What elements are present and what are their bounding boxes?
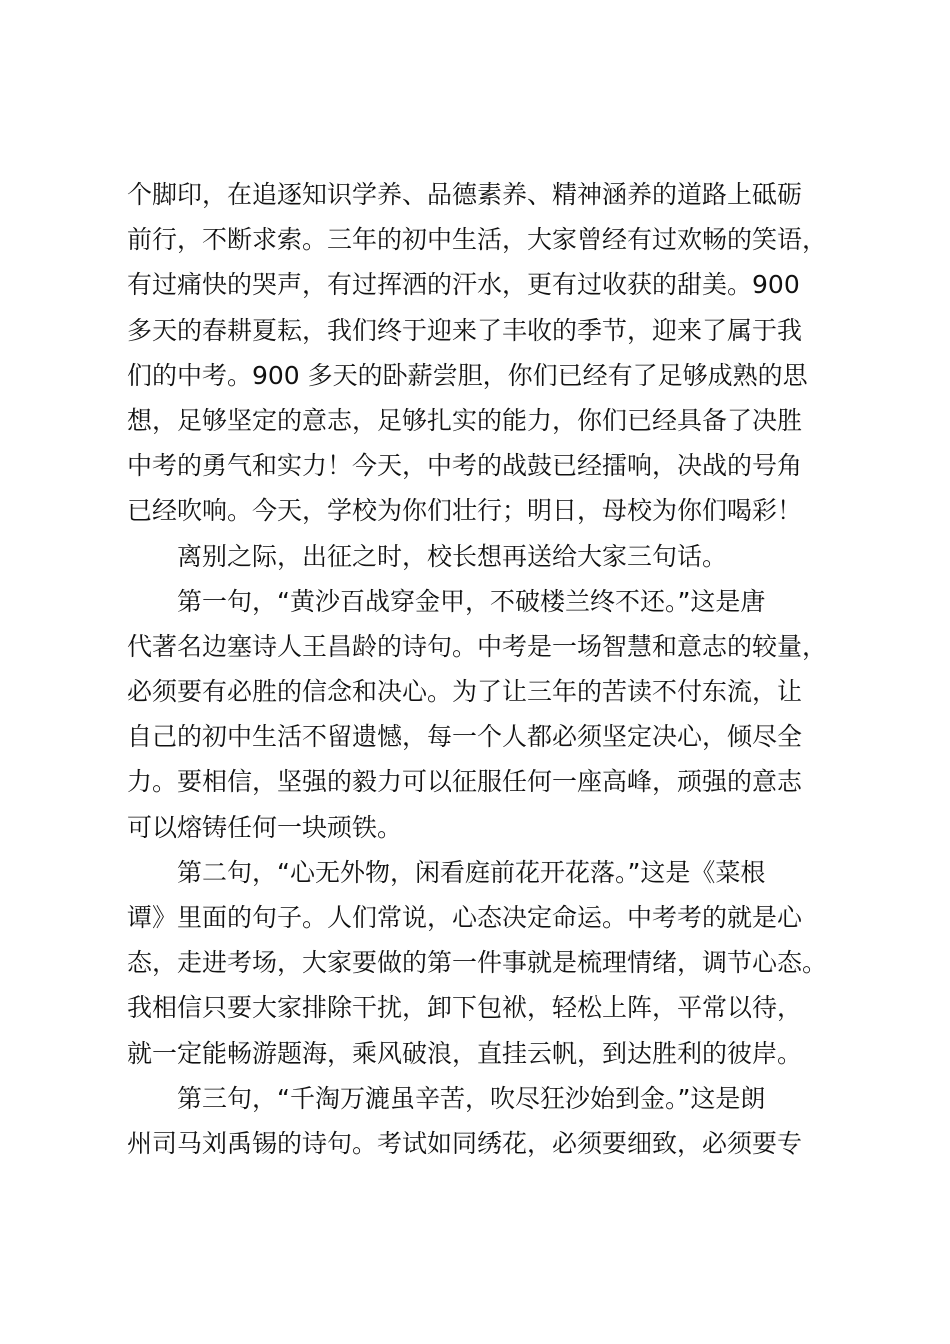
text-line: 必须要有必胜的信念和决心。为了让三年的苦读不付东流，让 xyxy=(127,677,803,707)
text-line: 力。要相信，坚强的毅力可以征服任何一座高峰，顽强的意志 xyxy=(127,767,803,797)
text-line: 想，足够坚定的意志，足够扎实的能力，你们已经具备了决胜 xyxy=(127,405,803,435)
text-line: 自己的初中生活不留遗憾，每一个人都必须坚定决心，倾尽全 xyxy=(127,722,803,752)
text-line: 就一定能畅游题海，乘风破浪，直挂云帆，到达胜利的彼岸。 xyxy=(127,1038,803,1068)
text-line: 中考的勇气和实力！今天，中考的战鼓已经擂响，决战的号角 xyxy=(127,451,803,481)
text-line: 个脚印，在追逐知识学养、品德素养、精神涵养的道路上砥砺 xyxy=(127,180,803,209)
text-line: 州司马刘禹锡的诗句。考试如同绣花，必须要细致，必须要专 xyxy=(127,1128,803,1158)
text-line: 们的中考。900 多天的卧薪尝胆，你们已经有了足够成熟的思 xyxy=(127,360,808,390)
text-line: 已经吹响。今天，学校为你们壮行；明日，母校为你们喝彩！ xyxy=(127,496,803,526)
paragraph-first-line: 第三句，“千淘万漉虽辛苦，吹尽狂沙始到金。”这是朗 xyxy=(177,1083,766,1113)
text-line: 我相信只要大家排除干扰，卸下包袱，轻松上阵，平常以待， xyxy=(127,993,803,1023)
text-line: 有过痛快的哭声，有过挥洒的汗水，更有过收获的甜美。900 xyxy=(127,270,800,300)
text-line: 多天的春耕夏耘，我们终于迎来了丰收的季节，迎来了属于我 xyxy=(127,315,803,345)
paragraph-first-line: 第一句，“黄沙百战穿金甲，不破楼兰终不还。”这是唐 xyxy=(177,586,766,616)
paragraph-first-line: 第二句，“心无外物，闲看庭前花开花落。”这是《菜根 xyxy=(177,857,766,887)
text-line: 可以熔铸任何一块顽铁。 xyxy=(127,812,403,842)
text-line: 谭》里面的句子。人们常说，心态决定命运。中考考的就是心 xyxy=(127,903,803,932)
text-line: 代著名边塞诗人王昌龄的诗句。中考是一场智慧和意志的较量， xyxy=(127,631,828,661)
text-line: 态，走进考场，大家要做的第一件事就是梳理情绪，调节心态。 xyxy=(127,948,828,978)
paragraph-first-line: 离别之际，出征之时，校长想再送给大家三句话。 xyxy=(177,541,728,571)
body-text xyxy=(127,172,862,1166)
text-line: 前行，不断求索。三年的初中生活，大家曾经有过欢畅的笑语， xyxy=(127,225,828,255)
